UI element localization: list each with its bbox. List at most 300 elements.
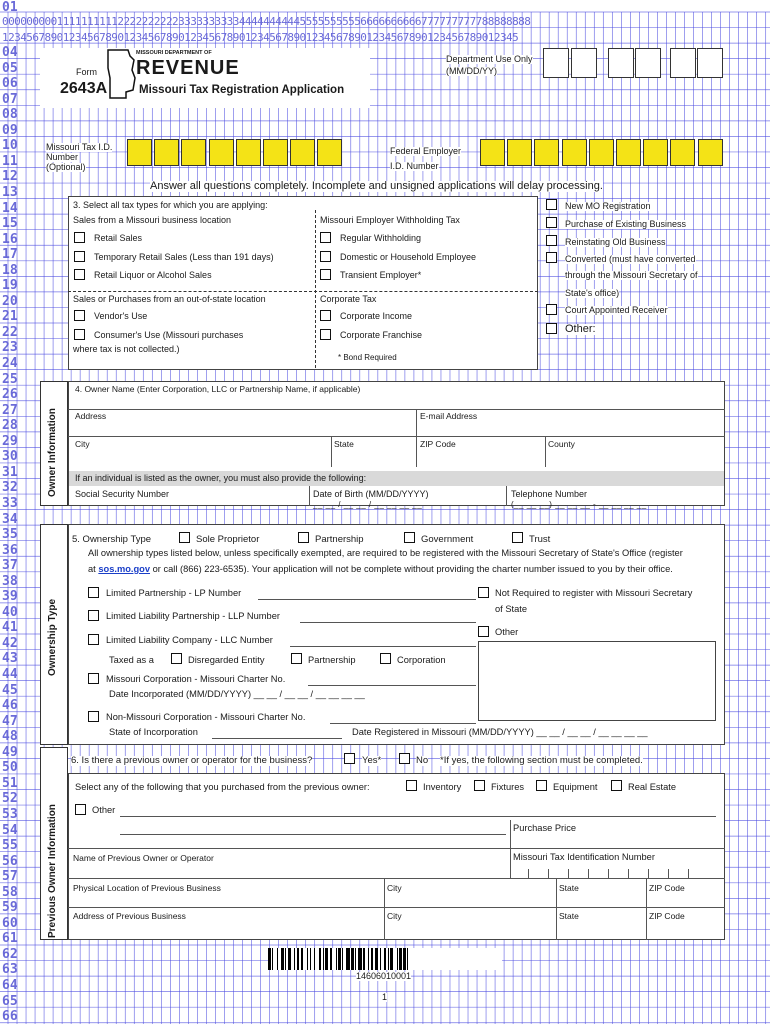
temporary-retail-checkbox[interactable] bbox=[74, 251, 85, 262]
ownership-other-textbox[interactable] bbox=[478, 641, 716, 721]
real-estate-checkbox[interactable] bbox=[611, 780, 622, 791]
grid-row-number: 52 bbox=[2, 791, 18, 807]
other-reason-label: Other: bbox=[565, 323, 596, 335]
grid-row-number: 44 bbox=[2, 667, 18, 682]
previous-owner-question: 6. Is there a previous owner or operator for the business? bbox=[71, 755, 313, 766]
partnership-checkbox[interactable] bbox=[298, 532, 309, 543]
agency-logo: REVENUE bbox=[136, 57, 240, 79]
tax-id-tick bbox=[548, 869, 549, 878]
grid-row-number: 59 bbox=[2, 900, 18, 916]
retail-sales-checkbox[interactable] bbox=[74, 232, 85, 243]
grid-row-number: 21 bbox=[2, 309, 18, 325]
id-digit-box[interactable] bbox=[236, 139, 261, 166]
section-3-col-divider bbox=[315, 210, 316, 368]
dept-use-label: Department Use Only bbox=[446, 54, 533, 64]
barcode-bar bbox=[297, 948, 300, 970]
zip-label: ZIP Code bbox=[420, 439, 456, 449]
sole-proprietor-label: Sole Proprietor bbox=[196, 534, 260, 545]
government-label: Government bbox=[421, 534, 474, 545]
prev-city-label-2: City bbox=[387, 911, 402, 921]
id-digit-box[interactable] bbox=[127, 139, 152, 166]
not-required-label-2: of State bbox=[495, 604, 528, 614]
fixtures-checkbox[interactable] bbox=[474, 780, 485, 791]
instructions: Answer all questions completely. Incomplete and unsigned applications will delay processing. bbox=[150, 180, 603, 192]
grid-row-number: 53 bbox=[2, 806, 18, 822]
barcode-bar bbox=[325, 948, 328, 970]
owner-col-line-5 bbox=[309, 486, 310, 506]
tax-id-tick bbox=[608, 869, 609, 878]
previous-address-label: Address of Previous Business bbox=[73, 911, 186, 921]
grid-row-number: 47 bbox=[2, 713, 18, 729]
grid-header-row-2: 1234567890123456789012345678901234567890123456789012345678901234567890123456789012345 bbox=[2, 31, 519, 44]
owner-col-line-3 bbox=[416, 436, 417, 467]
barcode-bar bbox=[323, 948, 324, 970]
barcode-bar bbox=[388, 948, 389, 970]
prev-mo-tax-id-label: Missouri Tax Identification Number bbox=[513, 852, 655, 862]
id-digit-box[interactable] bbox=[507, 139, 532, 166]
grid-row-number: 63 bbox=[2, 962, 18, 978]
ownership-note-suffix: or call (866) 223-6535). Your application will not be complete without providing the charter number issued to you by their office. bbox=[150, 564, 673, 574]
converted-label-2: through the Missouri Secretary of bbox=[565, 270, 698, 280]
prev-city-label: City bbox=[387, 883, 402, 893]
grid-row-number: 20 bbox=[2, 293, 18, 309]
reinstating-checkbox[interactable] bbox=[546, 235, 557, 246]
taxed-corporation-checkbox[interactable] bbox=[380, 653, 391, 664]
section-3-divider bbox=[68, 291, 538, 292]
grid-row-number: 40 bbox=[2, 604, 18, 620]
other-reason-checkbox[interactable] bbox=[546, 323, 557, 334]
grid-row-number: 15 bbox=[2, 216, 18, 232]
ssn-label: Social Security Number bbox=[75, 489, 170, 499]
lp-checkbox[interactable] bbox=[88, 587, 99, 598]
fein-label-2: I.D. Number bbox=[390, 161, 439, 171]
ownership-title: 5. Ownership Type bbox=[72, 534, 152, 545]
id-digit-box[interactable] bbox=[263, 139, 288, 166]
consumers-use-label: Consumer's Use (Missouri purchases bbox=[94, 330, 244, 340]
barcode-bar bbox=[380, 948, 381, 970]
barcode-bar bbox=[371, 948, 374, 970]
tax-id-tick bbox=[628, 869, 629, 878]
grid-row-number: 38 bbox=[2, 573, 18, 589]
mo-charter-line[interactable] bbox=[308, 685, 476, 686]
court-receiver-checkbox[interactable] bbox=[546, 304, 557, 315]
barcode-bar bbox=[338, 948, 341, 970]
barcode-bar bbox=[336, 948, 337, 970]
barcode-bar bbox=[403, 948, 406, 970]
vendors-use-checkbox[interactable] bbox=[74, 310, 85, 321]
purchased-other-checkbox[interactable] bbox=[75, 804, 86, 815]
individual-note: If an individual is listed as the owner, you must also provide the following: bbox=[75, 473, 367, 483]
grid-row-number: 30 bbox=[2, 449, 18, 465]
taxed-partnership-label: Partnership bbox=[308, 655, 356, 665]
llc-checkbox[interactable] bbox=[88, 634, 99, 645]
purchase-existing-checkbox[interactable] bbox=[546, 217, 557, 228]
grid-header-row-1: 000000000111111111122222222223333333333444444444455555555556666666666777777777788888888 bbox=[2, 15, 531, 28]
id-digit-box[interactable] bbox=[589, 139, 614, 166]
out-of-state-heading: Sales or Purchases from an out-of-state location bbox=[73, 294, 266, 304]
previous-owner-yes-label: Yes* bbox=[362, 755, 382, 766]
id-digit-box[interactable] bbox=[317, 139, 342, 166]
grid-row-number: 04 bbox=[2, 45, 18, 60]
dept-use-box-3[interactable] bbox=[608, 48, 634, 78]
state-label: State bbox=[334, 439, 354, 449]
page-title: Missouri Tax Registration Application bbox=[139, 84, 345, 96]
tax-id-tick bbox=[588, 869, 589, 878]
inventory-checkbox[interactable] bbox=[406, 780, 417, 791]
liquor-sales-label: Retail Liquor or Alcohol Sales bbox=[94, 270, 212, 280]
previous-owner-no-label: No bbox=[416, 755, 429, 766]
id-digit-box[interactable] bbox=[562, 139, 587, 166]
barcode-bar bbox=[351, 948, 354, 970]
barcode-bar bbox=[310, 948, 311, 970]
owner-name-label: 4. Owner Name (Enter Corporation, LLC or Partnership Name, if applicable) bbox=[75, 384, 361, 394]
barcode-bar bbox=[307, 948, 308, 970]
barcode-bar bbox=[319, 948, 322, 970]
grid-row-number: 16 bbox=[2, 231, 18, 247]
tax-id-tick bbox=[568, 869, 569, 878]
grid-row-number: 49 bbox=[2, 744, 18, 760]
barcode-bar bbox=[346, 948, 350, 970]
barcode-bar bbox=[399, 948, 402, 970]
grid-row-number: 01 bbox=[2, 0, 18, 15]
llp-number-line[interactable] bbox=[300, 622, 476, 623]
converted-label-3: State's office) bbox=[565, 288, 620, 298]
prev-zip-label: ZIP Code bbox=[649, 883, 685, 893]
trust-checkbox[interactable] bbox=[512, 532, 523, 543]
phone-label: Telephone Number bbox=[511, 489, 588, 499]
barcode-bar bbox=[384, 948, 387, 970]
grid-row-number: 08 bbox=[2, 107, 18, 123]
reinstating-label: Reinstating Old Business bbox=[565, 237, 666, 247]
grid-row-number: 24 bbox=[2, 356, 18, 371]
grid-row-number: 42 bbox=[2, 635, 18, 651]
prev-col-line-2 bbox=[384, 878, 385, 940]
tax-id-tick bbox=[648, 869, 649, 878]
equipment-checkbox[interactable] bbox=[536, 780, 547, 791]
prev-state-label-2: State bbox=[559, 911, 579, 921]
grid-row-number: 58 bbox=[2, 884, 18, 900]
owner-info-side-label: Owner Information bbox=[47, 408, 58, 497]
barcode-bar bbox=[407, 948, 408, 970]
dept-use-box-6[interactable] bbox=[697, 48, 723, 78]
barcode-bar bbox=[368, 948, 369, 970]
withholding-heading: Missouri Employer Withholding Tax bbox=[320, 215, 460, 225]
grid-row-number: 13 bbox=[2, 184, 18, 200]
grid-row-number: 22 bbox=[2, 324, 18, 340]
ownership-other-label: Other bbox=[495, 627, 519, 637]
regular-withholding-checkbox[interactable] bbox=[320, 232, 331, 243]
grid-row-number: 62 bbox=[2, 946, 18, 962]
vendors-use-label: Vendor's Use bbox=[94, 311, 148, 321]
retail-sales-label: Retail Sales bbox=[94, 233, 143, 243]
ownership-side-label: Ownership Type bbox=[47, 598, 58, 676]
barcode-bar bbox=[397, 948, 398, 970]
purchase-existing-label: Purchase of Existing Business bbox=[565, 219, 687, 229]
purchased-items-label: Select any of the following that you purchased from the previous owner: bbox=[75, 782, 370, 792]
grid-row-number: 11 bbox=[2, 153, 18, 169]
grid-row-number: 07 bbox=[2, 91, 18, 107]
id-digit-box[interactable] bbox=[534, 139, 559, 166]
barcode-bar bbox=[375, 948, 379, 970]
prev-state-label: State bbox=[559, 883, 579, 893]
owner-col-line-2 bbox=[331, 436, 332, 467]
grid-row-number: 10 bbox=[2, 138, 18, 154]
dept-use-box-2[interactable] bbox=[571, 48, 597, 78]
grid-row-number: 06 bbox=[2, 76, 18, 92]
grid-row-number: 45 bbox=[2, 682, 18, 698]
grid-row-number: 36 bbox=[2, 542, 18, 558]
previous-owner-side-label: Previous Owner Information bbox=[47, 804, 58, 938]
llc-number-line[interactable] bbox=[290, 646, 476, 647]
section-3-title: 3. Select all tax types for which you are applying: bbox=[73, 200, 268, 210]
bond-required-note: * Bond Required bbox=[338, 353, 397, 362]
previous-owner-no-checkbox[interactable] bbox=[399, 753, 410, 764]
corporate-tax-heading: Corporate Tax bbox=[320, 294, 377, 304]
grid-row-number: 25 bbox=[2, 371, 18, 387]
previous-owner-note: *If yes, the following section must be completed. bbox=[440, 755, 643, 766]
grid-row-number: 33 bbox=[2, 495, 18, 511]
grid-row-number: 29 bbox=[2, 433, 18, 449]
barcode-bar bbox=[285, 948, 286, 970]
grid-row-number: 14 bbox=[2, 200, 18, 216]
dept-use-box-1[interactable] bbox=[543, 48, 569, 78]
address-label: Address bbox=[75, 411, 107, 421]
dept-use-box-5[interactable] bbox=[670, 48, 696, 78]
grid-row-number: 19 bbox=[2, 278, 18, 294]
grid-row-number: 23 bbox=[2, 340, 18, 356]
grid-row-number: 41 bbox=[2, 620, 18, 636]
partnership-label: Partnership bbox=[315, 534, 364, 545]
new-registration-checkbox[interactable] bbox=[546, 199, 557, 210]
corporate-income-checkbox[interactable] bbox=[320, 310, 331, 321]
corporate-franchise-checkbox[interactable] bbox=[320, 329, 331, 340]
physical-location-label: Physical Location of Previous Business bbox=[73, 883, 221, 893]
prev-col-line-1 bbox=[510, 848, 511, 878]
barcode-bar bbox=[358, 948, 362, 970]
owner-col-line-6 bbox=[506, 486, 507, 506]
grid-row-number: 46 bbox=[2, 698, 18, 714]
id-digit-box[interactable] bbox=[480, 139, 505, 166]
city-label: City bbox=[75, 439, 90, 449]
date-incorporated-label[interactable]: Date Incorporated (MM/DD/YYYY) __ __ / __ __ / __ __ __ __ bbox=[109, 689, 365, 699]
grid-row-number: 35 bbox=[2, 527, 18, 543]
grid-row-number: 51 bbox=[2, 775, 18, 791]
non-mo-corp-label: Non-Missouri Corporation - Missouri Charter No. bbox=[106, 712, 306, 722]
barcode-bar bbox=[314, 948, 315, 970]
id-digit-box[interactable] bbox=[643, 139, 668, 166]
dob-blank[interactable]: __ __ / __ __ / __ __ __ __ bbox=[313, 500, 423, 509]
form-number: 2643A bbox=[60, 80, 108, 97]
grid-row-number: 64 bbox=[2, 978, 18, 993]
fein-label: Federal Employer bbox=[390, 146, 462, 156]
id-digit-box[interactable] bbox=[209, 139, 234, 166]
grid-row-number: 57 bbox=[2, 869, 18, 885]
grid-row-number: 43 bbox=[2, 651, 18, 667]
grid-row-number: 61 bbox=[2, 931, 18, 947]
grid-row-number: 09 bbox=[2, 122, 18, 138]
liquor-sales-checkbox[interactable] bbox=[74, 269, 85, 280]
household-employee-checkbox[interactable] bbox=[320, 251, 331, 262]
prev-col-line-3 bbox=[556, 878, 557, 940]
form-label: Form bbox=[76, 67, 97, 77]
llc-label: Limited Liability Company - LLC Number bbox=[106, 635, 273, 645]
id-digit-box[interactable] bbox=[616, 139, 641, 166]
id-digit-box[interactable] bbox=[698, 139, 723, 166]
mo-corp-label: Missouri Corporation - Missouri Charter No. bbox=[106, 674, 286, 684]
dob-label: Date of Birth (MM/DD/YYYY) bbox=[313, 489, 429, 499]
barcode-bar bbox=[355, 948, 356, 970]
llp-checkbox[interactable] bbox=[88, 610, 99, 621]
agency-small: MISSOURI DEPARTMENT OF bbox=[136, 50, 212, 56]
disregarded-entity-label: Disregarded Entity bbox=[188, 655, 265, 665]
prev-zip-label-2: ZIP Code bbox=[649, 911, 685, 921]
grid-row-number: 48 bbox=[2, 729, 18, 745]
inventory-label: Inventory bbox=[423, 782, 462, 792]
grid-row-number: 32 bbox=[2, 480, 18, 496]
fixtures-label: Fixtures bbox=[491, 782, 525, 792]
disregarded-entity-checkbox[interactable] bbox=[171, 653, 182, 664]
non-mo-corp-checkbox[interactable] bbox=[88, 711, 99, 722]
converted-label: Converted (must have converted bbox=[565, 254, 696, 264]
ownership-note-2 bbox=[88, 565, 673, 574]
corporate-franchise-label: Corporate Franchise bbox=[340, 330, 423, 340]
grid-row-number: 39 bbox=[2, 589, 18, 605]
barcode-bar bbox=[330, 948, 331, 970]
mo-tax-id-label-2: Number bbox=[46, 152, 79, 162]
tax-id-tick bbox=[688, 869, 689, 878]
converted-checkbox[interactable] bbox=[546, 252, 557, 263]
tax-id-tick bbox=[528, 869, 529, 878]
barcode-bar bbox=[363, 948, 366, 970]
consumers-use-checkbox[interactable] bbox=[74, 329, 85, 340]
mo-corp-checkbox[interactable] bbox=[88, 673, 99, 684]
mo-tax-id-label: Missouri Tax I.D. bbox=[46, 142, 113, 152]
consumers-use-label-2: where tax is not collected.) bbox=[73, 344, 180, 354]
trust-label: Trust bbox=[529, 534, 551, 545]
barcode-bar bbox=[288, 948, 292, 970]
purchased-other-line[interactable] bbox=[120, 816, 716, 817]
barcode-bar bbox=[342, 948, 343, 970]
missouri-state-outline-icon bbox=[106, 48, 136, 100]
grid-row-number: 31 bbox=[2, 464, 18, 480]
barcode-bar bbox=[281, 948, 284, 970]
state-incorporation-label: State of Incorporation bbox=[109, 727, 198, 737]
grid-row-number: 65 bbox=[2, 993, 18, 1009]
grid-row-number: 27 bbox=[2, 402, 18, 418]
barcode-bar bbox=[277, 948, 278, 970]
phone-blank[interactable]: (__ __ __) __ __ __ - __ __ __ __ bbox=[511, 500, 647, 509]
id-digit-box[interactable] bbox=[181, 139, 206, 166]
grid-row-number: 12 bbox=[2, 169, 18, 185]
taxed-partnership-checkbox[interactable] bbox=[291, 653, 302, 664]
state-incorporation-line[interactable] bbox=[212, 738, 342, 739]
grid-row-number: 34 bbox=[2, 511, 18, 527]
email-label: E-mail Address bbox=[420, 411, 478, 421]
purchase-price-label: Purchase Price bbox=[513, 823, 577, 833]
real-estate-label: Real Estate bbox=[628, 782, 677, 792]
new-registration-label: New MO Registration bbox=[565, 201, 651, 211]
previous-owner-yes-checkbox[interactable] bbox=[344, 753, 355, 764]
purchased-other-label: Other bbox=[92, 805, 116, 815]
taxed-as-label: Taxed as a bbox=[109, 655, 154, 665]
equipment-label: Equipment bbox=[553, 782, 598, 792]
dept-use-date-label: (MM/DD/YY) bbox=[446, 66, 497, 76]
grid-row-number: 26 bbox=[2, 387, 18, 403]
prev-row-line-2 bbox=[68, 878, 725, 879]
temporary-retail-label: Temporary Retail Sales (Less than 191 days) bbox=[94, 252, 274, 262]
barcode-number: 14606010001 bbox=[356, 971, 412, 981]
grid-row-number: 05 bbox=[2, 60, 18, 76]
owner-col-line-4 bbox=[545, 436, 546, 467]
prev-row-line-1 bbox=[68, 848, 725, 849]
owner-row-line-2 bbox=[68, 436, 725, 437]
taxed-corporation-label: Corporation bbox=[397, 655, 446, 665]
ownership-note: All ownership types listed below, unless specifically exempted, are required to be registered with the Missouri Secretary of State's Office (register bbox=[88, 548, 683, 558]
grid-row-number: 37 bbox=[2, 558, 18, 574]
barcode-bar bbox=[268, 948, 271, 970]
purchased-other-line-2[interactable] bbox=[120, 834, 506, 835]
prev-col-line-4 bbox=[646, 878, 647, 940]
lp-label: Limited Partnership - LP Number bbox=[106, 588, 242, 598]
llp-label: Limited Liability Partnership - LLP Number bbox=[106, 611, 280, 621]
non-mo-charter-line[interactable] bbox=[330, 723, 476, 724]
id-digit-box[interactable] bbox=[154, 139, 179, 166]
barcode-bar bbox=[272, 948, 273, 970]
ownership-other-checkbox[interactable] bbox=[478, 626, 489, 637]
transient-employer-label: Transient Employer* bbox=[340, 270, 422, 280]
court-receiver-label: Court Appointed Receiver bbox=[565, 305, 668, 315]
transient-employer-checkbox[interactable] bbox=[320, 269, 331, 280]
grid-row-number: 17 bbox=[2, 247, 18, 263]
not-required-label: Not Required to register with Missouri Secretary bbox=[495, 588, 693, 598]
section-4-owner bbox=[68, 381, 725, 506]
previous-owner-name-label: Name of Previous Owner or Operator bbox=[73, 853, 214, 863]
barcode bbox=[268, 948, 502, 970]
barcode-bar bbox=[390, 948, 393, 970]
dept-use-box-4[interactable] bbox=[635, 48, 661, 78]
barcode-bar bbox=[294, 948, 295, 970]
grid-row-number: 56 bbox=[2, 853, 18, 869]
owner-col-line-1 bbox=[416, 409, 417, 436]
grid-row-number: 55 bbox=[2, 838, 18, 854]
corporate-income-label: Corporate Income bbox=[340, 311, 413, 321]
grid-row-number: 66 bbox=[2, 1009, 18, 1024]
grid-row-number: 18 bbox=[2, 262, 18, 278]
price-divider bbox=[510, 820, 511, 848]
sole-proprietor-checkbox[interactable] bbox=[179, 532, 190, 543]
not-required-checkbox[interactable] bbox=[478, 587, 489, 598]
tax-id-tick bbox=[668, 869, 669, 878]
grid-row-number: 60 bbox=[2, 915, 18, 931]
mo-tax-id-optional: (Optional) bbox=[46, 162, 86, 172]
page-number: 1 bbox=[382, 992, 388, 1002]
government-checkbox[interactable] bbox=[404, 532, 415, 543]
sos-link[interactable]: sos.mo.gov bbox=[98, 564, 151, 574]
sales-mo-heading: Sales from a Missouri business location bbox=[73, 215, 232, 225]
household-employee-label: Domestic or Household Employee bbox=[340, 252, 477, 262]
id-digit-box[interactable] bbox=[670, 139, 695, 166]
grid-row-number: 50 bbox=[2, 760, 18, 776]
ownership-note-prefix: at bbox=[88, 564, 99, 574]
id-digit-box[interactable] bbox=[290, 139, 315, 166]
grid-row-number: 54 bbox=[2, 822, 18, 838]
date-registered-label[interactable]: Date Registered in Missouri (MM/DD/YYYY) __ __ / __ __ / __ __ __ __ bbox=[352, 727, 648, 737]
lp-number-line[interactable] bbox=[258, 599, 476, 600]
county-label: County bbox=[548, 439, 575, 449]
barcode-bar bbox=[301, 948, 304, 970]
grid-row-number: 28 bbox=[2, 418, 18, 434]
regular-withholding-label: Regular Withholding bbox=[340, 233, 422, 243]
